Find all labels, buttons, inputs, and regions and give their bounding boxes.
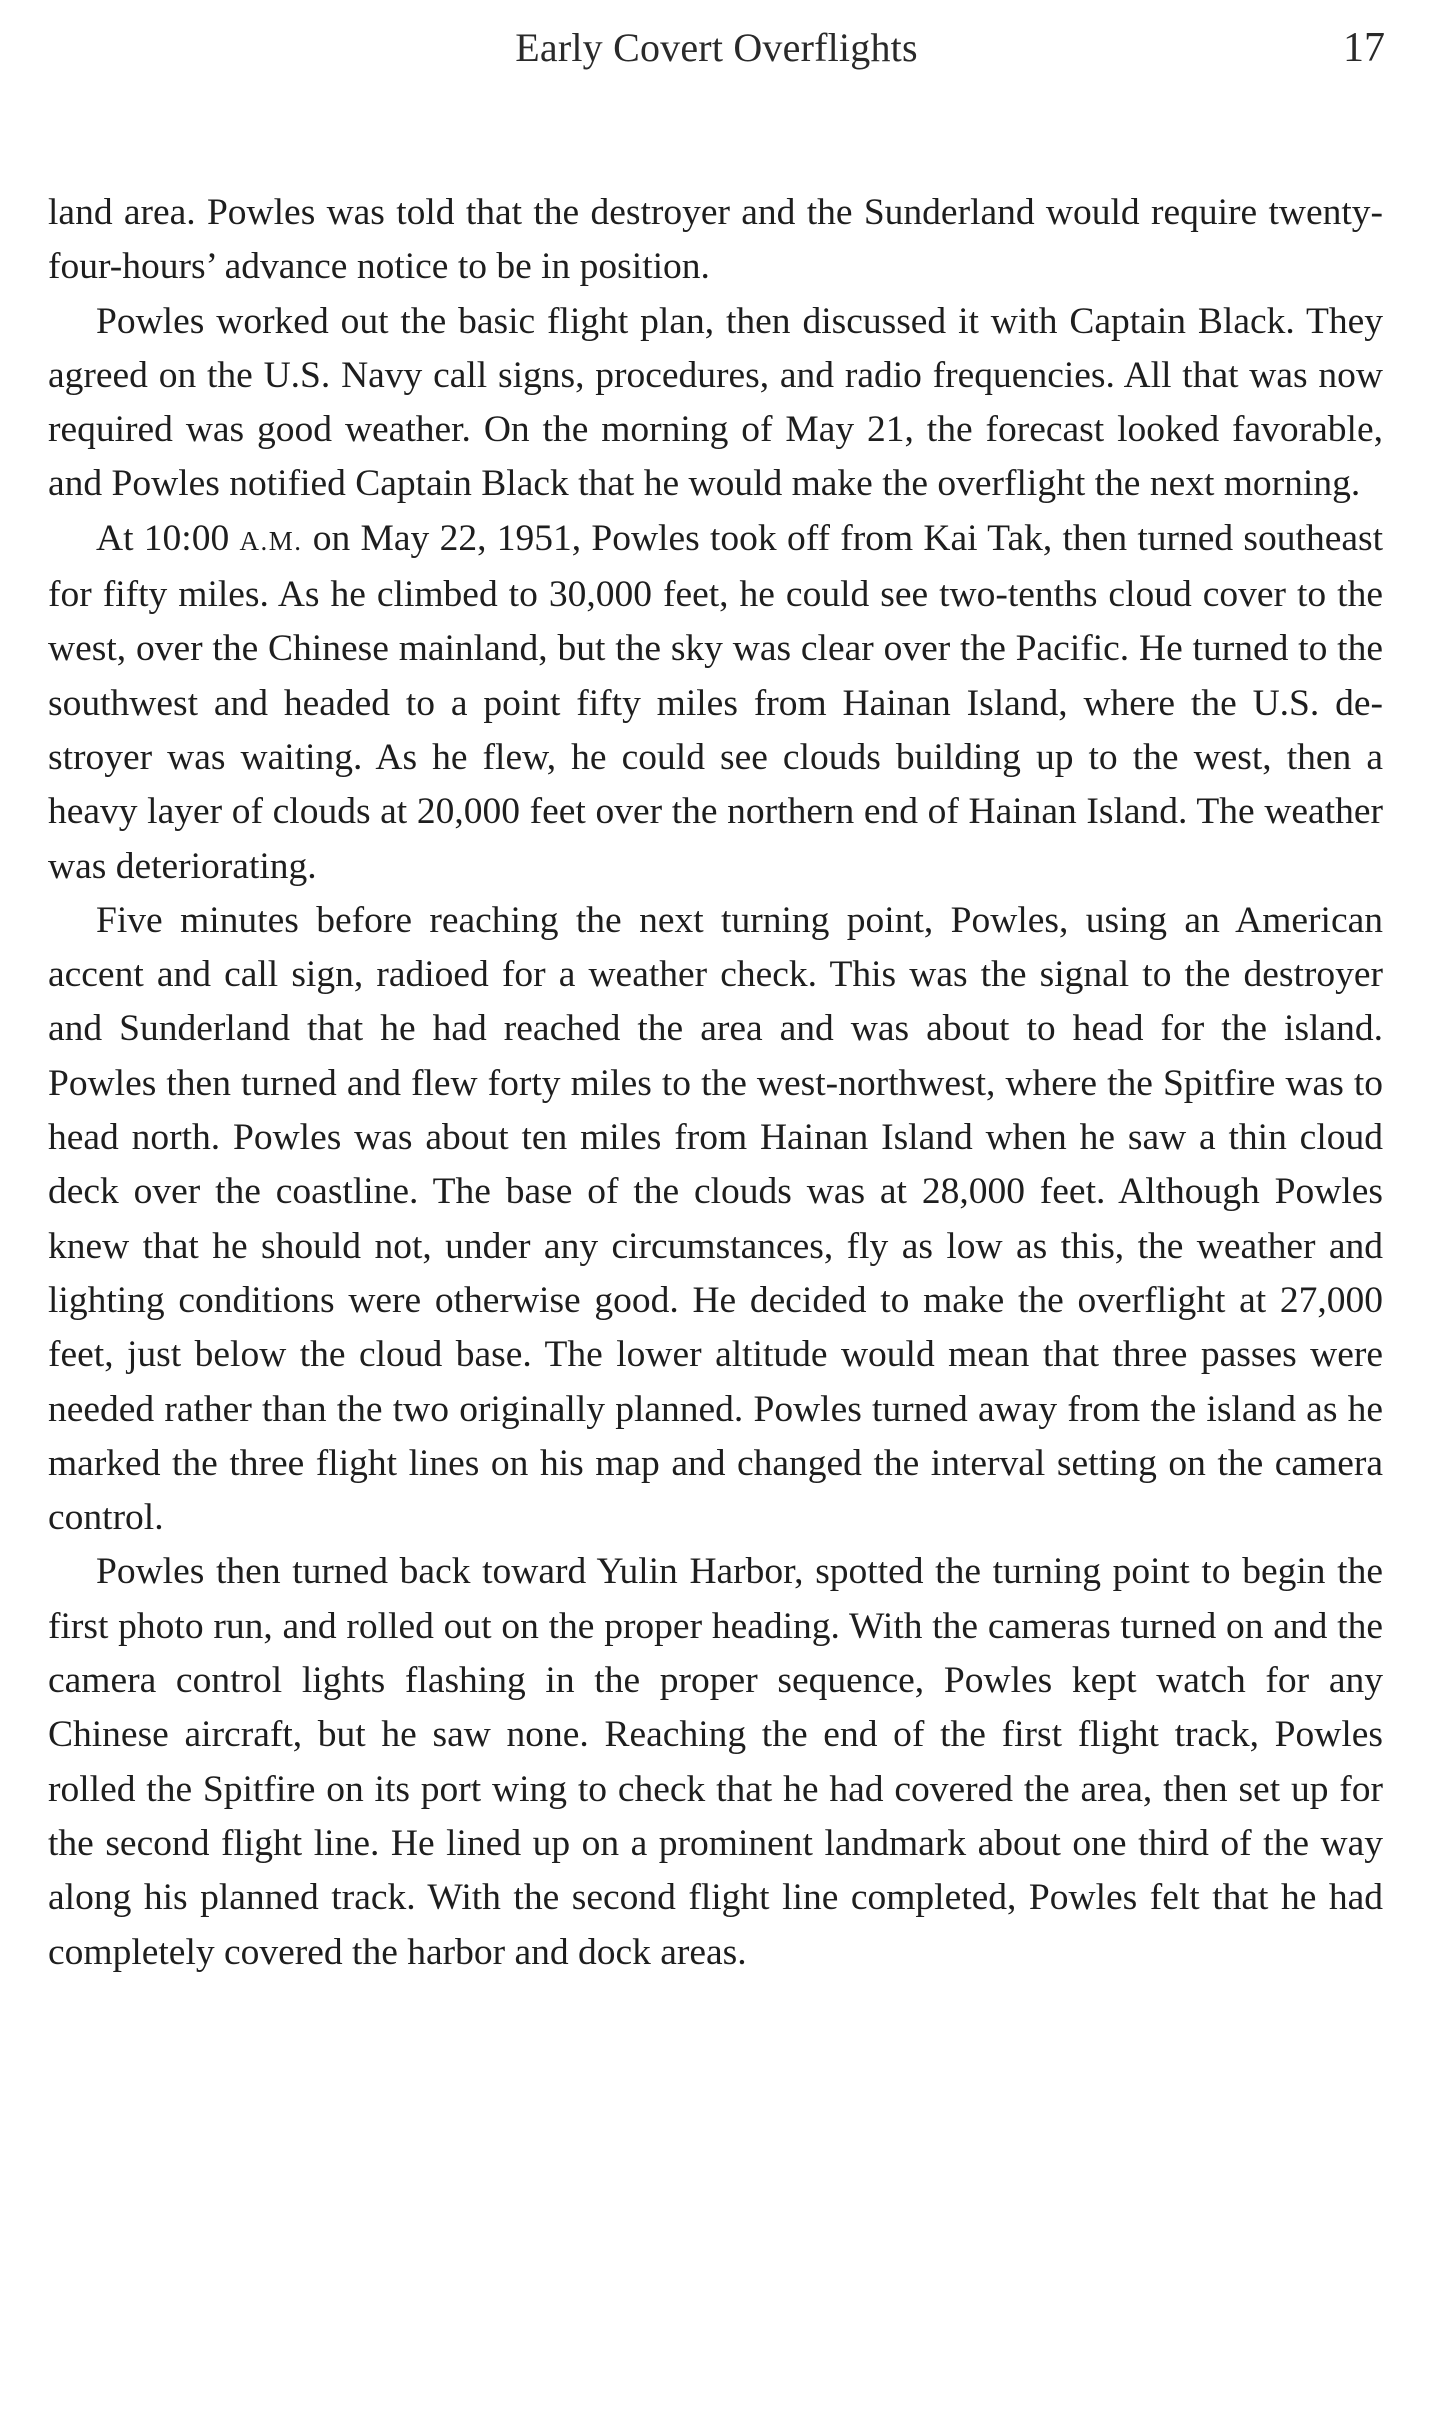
- page-number: 17: [1343, 25, 1385, 71]
- paragraph-4: Five minutes before reaching the next turning point, Powles, using an American accent and call sign, radioed for a weather check. This was the signal to the destroyer and Sunderland that he had reached the area and was about to head for the island. Powles then turned and flew forty miles to the west-northwest, where the Spitfire was to head north. Powles was about ten miles from Hainan Island when he saw a thin cloud deck over the coastline. The base of the clouds was at 28,000 feet. Although Powles knew that he should not, under any circumstances, fly as low as this, the weather and lighting conditions were otherwise good. He decided to make the overflight at 27,000 feet, just below the cloud base. The lower altitude would mean that three passes were needed rather than the two originally planned. Powles turned away from the island as he marked the three flight lines on his map and changed the interval setting on the camera control.: [48, 899, 1383, 1539]
- paragraph-3-start: At 10:00: [96, 517, 240, 559]
- body-text: [48, 186, 1383, 1980]
- paragraph-3-rest: on May 22, 1951, Powles took off from Kai Tak, then turned southeast for fifty miles. As he climbed to 30,000 feet, he could see two-tenths cloud cover to the west, over the Chinese mainland, but the sky was clear over the Pacific. He turned to the southwest and headed to a point fifty miles from Hainan Island, where the U.S. destroyer was waiting. As he flew, he could see clouds building up to the west, then a heavy layer of clouds at 20,000 feet over the northern end of Hainan Island. The weather was deteriorating.: [48, 517, 1383, 887]
- running-head: [0, 18, 1433, 78]
- paragraph-1: land area. Powles was told that the destroyer and the Sunderland would require twenty-four-hours’ advance notice to be in position.: [48, 192, 1383, 288]
- paragraph-5: Powles then turned back toward Yulin Harbor, spotted the turning point to begin the first photo run, and rolled out on the proper heading. With the cameras turned on and the camera control lights flashing in the proper sequence, Powles kept watch for any Chinese aircraft, but he saw none. Reaching the end of the first flight track, Powles rolled the Spitfire on its port wing to check that he had covered the area, then set up for the second flight line. He lined up on a prominent landmark about one third of the way along his planned track. With the second flight line completed, Powles felt that he had completely covered the harbor and dock areas.: [48, 1551, 1383, 1973]
- time-marker: A.M.: [239, 525, 303, 556]
- paragraph-2: Powles worked out the basic flight plan, then discussed it with Captain Black. They agreed on the U.S. Navy call signs, procedures, and radio frequencies. All that was now required was good weather. On the morning of May 21, the forecast looked favorable, and Powles notified Captain Black that he would make the overflight the next morning.: [48, 300, 1383, 505]
- running-title: Early Covert Overflights: [515, 25, 918, 70]
- paragraph-3: [48, 512, 1383, 894]
